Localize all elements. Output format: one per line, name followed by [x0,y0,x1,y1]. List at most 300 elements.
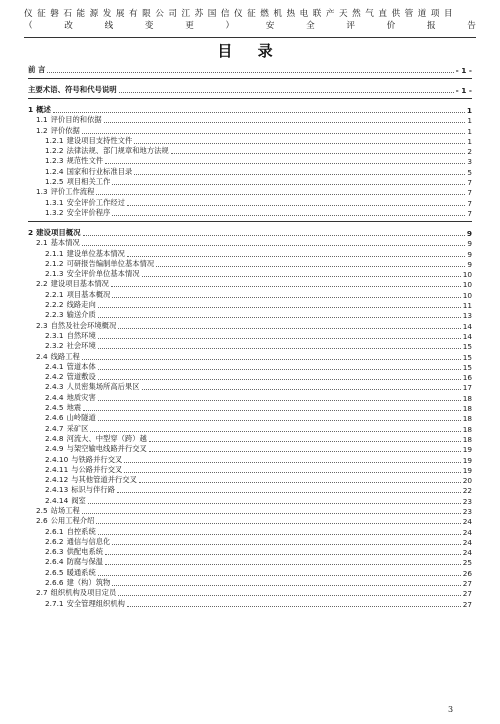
toc-entry-number: 1.2.2 [45,146,64,156]
toc-entry-title: 社会环境 [66,341,96,351]
toc-entry-title: 建设项目支持性文件 [66,135,133,145]
toc-entry-page: 16 [462,373,472,383]
toc-entry[interactable] [28,83,472,95]
toc-entry[interactable] [28,465,472,475]
toc-entry-page: 23 [462,506,472,516]
toc-entry[interactable] [28,331,472,341]
dot-leader [142,389,461,390]
toc-entry[interactable] [28,146,472,156]
header-char: 变 [144,21,154,31]
toc-entry-title: 人员密集场所高后果区 [66,382,140,392]
toc-entry-page: 7 [467,178,472,188]
toc-entry-title: 组织机构及项目定员 [50,588,117,598]
dot-leader [98,534,461,535]
dot-leader [82,359,461,360]
toc-entry-label [28,227,81,238]
toc-entry-number: 1.2.5 [45,177,64,187]
toc-entry[interactable] [28,382,472,392]
toc-entry-title: 与铁路并行交叉 [71,454,123,464]
toc-entry-number: 2.6 [36,516,48,526]
toc-entry-page: 27 [462,589,472,599]
toc-entry-title: 山岭隧道 [66,413,96,423]
toc-entry-label [45,177,110,187]
toc-entry-page: 18 [462,414,472,424]
toc-entry[interactable] [28,197,472,207]
toc-entry-number: 2.4.8 [45,433,64,443]
toc-entry[interactable] [28,547,472,557]
toc-entry[interactable] [28,485,472,495]
toc-entry[interactable] [28,259,472,269]
toc-entry-label [45,434,147,444]
toc-entry-title: 阀室 [71,495,86,505]
dot-leader [105,163,465,164]
toc-entry-page: 1 [467,116,472,126]
dot-leader [96,523,460,524]
toc-entry-number: 2.4.14 [45,495,69,505]
toc-entry[interactable] [28,289,472,299]
toc-entry[interactable] [28,578,472,588]
toc-entry-title: 管道本体 [66,361,96,371]
toc-entry-title: 河流大、中型穿（跨）越 [66,433,147,443]
toc-entry[interactable] [28,115,472,125]
dot-leader [117,492,461,493]
toc-entry-number: 2.4.3 [45,382,64,392]
toc-entry-title: 自控系统 [66,526,96,536]
dot-leader [98,400,461,401]
toc-entry-page: 18 [462,393,472,403]
header-project-name: 仪 征 磐 石 能 源 发 展 有 限 公 司 江 苏 国 信 仪 征 燃 机 热 电 联 产 天 然 气 直 供 管 道 项 目 [24,9,454,19]
toc-entry-title: 与架空输电线路并行交叉 [66,444,147,454]
toc-entry-title: 自然环境 [66,330,96,340]
toc-entry-number: 2.4.4 [45,392,64,402]
toc-entry-label [45,413,96,423]
toc-entry-title: 评价工作流程 [50,187,95,197]
toc-entry-number: 2.2.3 [45,310,64,320]
dot-leader [124,462,460,463]
dot-leader [112,585,460,586]
toc-entry-page: 23 [462,496,472,506]
dot-leader [156,266,465,267]
dot-leader [142,276,461,277]
dot-leader [98,369,461,370]
toc-entry-label [45,146,169,156]
toc-entry[interactable] [28,557,472,567]
toc-entry-title: 地震 [66,403,82,413]
toc-entry[interactable] [28,516,472,526]
toc-entry-title: 管道敷设 [66,372,96,382]
toc-entry-title: 法律法规、部门规章和地方法规 [66,146,169,156]
toc-entry-number: 2.4 [36,351,48,361]
toc-entry-page: 9 [467,239,472,249]
toc-entry-label [28,64,45,75]
header-char: 改 [64,21,73,31]
header-char: 线 [104,21,114,31]
toc-entry[interactable] [28,156,472,166]
toc-entry-title: 线路走向 [66,300,96,310]
toc-entry-page: 18 [462,424,472,434]
toc-entry-title: 安全评价单位基本情况 [66,269,140,279]
toc-entry-page: 15 [462,362,472,372]
toc-entry-number: 2.7 [36,588,48,598]
dot-leader [112,184,465,185]
header-report-name [24,20,476,32]
header-char: 更 [185,21,194,31]
toc-entry-page: 7 [467,198,472,208]
toc-entry[interactable] [28,598,472,608]
toc-entry-page: 1 [467,136,472,146]
toc-entry-number: 2.4.2 [45,372,64,382]
toc-entry-title: 地质灾害 [66,392,96,402]
toc-entry-label [36,126,80,136]
dot-leader [171,153,466,154]
toc-entry-page: - 1 - [455,66,472,75]
toc-entry-title: 站场工程 [50,505,80,515]
toc-entry-title: 国家和行业标准目录 [66,166,133,176]
dot-leader [98,317,461,318]
toc-entry-title: 评价目的和依据 [50,115,102,125]
toc-entry-label [45,156,103,166]
toc-entry-number: 2.1.1 [45,248,64,258]
toc-entry-label [45,310,96,320]
toc-entry-label [45,372,96,382]
dot-leader [118,328,460,329]
toc-entry[interactable] [28,588,472,598]
toc-entry[interactable] [28,269,472,279]
toc-entry-number: 2.6.5 [45,567,64,577]
toc-entry-label [45,485,115,495]
toc-entry[interactable] [28,362,472,372]
toc-entry-label [45,537,110,547]
dot-leader [134,143,465,144]
toc-entry[interactable] [28,320,472,330]
toc-entry-page: 9 [467,249,472,259]
toc-entry-title: 项目相关工作 [66,177,111,187]
toc-entry-title: 自然及社会环境概况 [50,320,117,330]
toc-entry-title: 可研报告编制单位基本情况 [66,258,155,268]
toc-entry[interactable] [28,103,472,115]
toc-entry-title: 安全评价工作经过 [66,197,125,207]
toc-entry[interactable] [28,423,472,433]
dot-leader [98,379,461,380]
toc-entry-page: 25 [462,558,472,568]
toc-entry-number: 2.4.11 [45,464,69,474]
chapter-divider [28,98,472,99]
dot-leader [90,431,460,432]
toc-entry-title: 与其他管道并行交叉 [71,475,137,485]
header-char: 安 [265,21,275,31]
toc-entry-label [36,321,116,331]
toc-entry-label [45,136,132,146]
toc-entry-title: 采矿区 [66,423,89,433]
toc-entry-label [45,167,132,177]
toc-entry-page: 24 [462,548,472,558]
toc-entry[interactable] [28,208,472,218]
toc-entry-number: 2.6.1 [45,526,64,536]
toc-entry-number: 2.4.1 [45,361,64,371]
header-char: 价 [386,21,396,31]
dot-leader [149,451,461,452]
toc-entry-number: 1.2.4 [45,166,64,176]
toc-entry-number: 2.2 [36,279,48,289]
toc-entry-title: 通信与信息化 [66,536,111,546]
toc-entry[interactable] [28,279,472,289]
toc-entry-label [45,496,86,506]
dot-leader [111,286,461,287]
toc-entry-number: 1.2.1 [45,135,64,145]
dot-leader [98,338,461,339]
toc-entry[interactable] [28,177,472,187]
toc-entry-label [36,506,80,516]
dot-leader [134,174,465,175]
toc-entry-page: 17 [462,383,472,393]
dot-leader [82,133,466,134]
toc-entry-title: 安全管理组织机构 [66,598,125,608]
toc-entry-label [45,208,110,218]
toc-entry-number: 2.2.2 [45,300,64,310]
header-char: （ [24,21,33,31]
toc-entry-label [45,290,110,300]
toc-entry-label [45,599,125,609]
toc-entry[interactable] [28,351,472,361]
toc-entry-number: 2.7.1 [45,598,64,608]
toc-entry-label [45,382,140,392]
toc-entry-label [45,331,96,341]
toc-entry-number: 2.4.12 [45,475,69,485]
toc-entry-label [45,527,96,537]
toc-entry-label [45,444,147,454]
toc-entry-label [45,259,154,269]
toc-entry[interactable] [28,63,472,75]
toc-title: 目 录 [217,42,283,60]
toc-entry[interactable] [28,403,472,413]
toc-entry-page: 24 [462,527,472,537]
toc-entry-title: 主要术语、符号和代号说明 [28,85,117,94]
toc-entry[interactable] [28,300,472,310]
document-header [24,8,476,32]
toc-entry-title: 供配电系统 [66,547,104,557]
toc-entry-label [36,352,80,362]
toc-entry-number: 1 [28,105,34,114]
toc-entry-number: 2.4.13 [45,485,69,495]
dot-leader [83,235,465,236]
toc-entry-number: 1.2.3 [45,156,64,166]
toc-entry-number: 2.3.2 [45,341,64,351]
toc-entry-number: 2 [28,227,34,237]
header-char: 报 [426,21,436,31]
dot-leader [149,441,461,442]
dot-leader [96,194,465,195]
toc-entry-title: 基本情况 [50,238,80,248]
toc-entry-page: 5 [467,167,472,177]
header-char: 评 [346,21,355,31]
toc-entry-page: 18 [462,434,472,444]
dot-leader [82,513,461,514]
toc-entry-number: 2.4.7 [45,423,64,433]
toc-entry-label [36,115,102,125]
toc-entry-page: 9 [467,259,472,269]
toc-entry-title: 规范性文件 [66,156,104,166]
toc-entry-label [45,362,96,372]
toc-entry-label [28,104,51,115]
toc-entry-label [45,475,137,485]
toc-entry-number: 2.1.3 [45,269,64,279]
toc-entry-label [45,547,103,557]
dot-leader [88,503,461,504]
toc-entry-page: 24 [462,537,472,547]
toc-entry-number: 1.1 [36,115,48,125]
toc-entry-title: 标识与伴行路 [71,485,115,495]
toc-entry-label [28,84,117,95]
toc-entry[interactable] [28,248,472,258]
dot-leader [83,410,461,411]
toc-entry-page: 18 [462,404,472,414]
header-char: 告 [467,21,476,31]
toc-entry-number: 2.5 [36,505,48,515]
toc-entry-number: 2.2.1 [45,289,64,299]
toc-entry[interactable] [28,526,472,536]
toc-entry-title: 与公路并行交叉 [71,464,123,474]
toc-entry[interactable] [28,454,472,464]
toc-entry-label [36,187,94,197]
dot-leader [105,554,461,555]
toc-entry[interactable] [28,341,472,351]
toc-entry-number: 2.6.4 [45,557,64,567]
toc-entry-page: 7 [467,188,472,198]
toc-entry[interactable] [28,310,472,320]
toc-entry-page: 19 [462,445,472,455]
toc-entry-number: 2.4.10 [45,454,69,464]
toc-entry[interactable] [28,226,472,238]
toc-entry-label [36,279,109,289]
dot-leader [127,256,465,257]
toc-entry-page: 19 [462,465,472,475]
header-divider [24,37,476,38]
toc-entry[interactable] [28,372,472,382]
toc-entry[interactable] [28,444,472,454]
toc-entry-title: 建（构）筑物 [66,578,111,588]
toc-entry-title: 建设项目基本情况 [50,279,109,289]
toc-entry[interactable] [28,125,472,135]
toc-entry-title: 线路工程 [50,351,80,361]
toc-entry-page: 24 [462,517,472,527]
toc-entry-page: 27 [462,579,472,589]
toc-entry-label [45,198,125,208]
toc-entry[interactable] [28,434,472,444]
toc-entry-page: 3 [467,157,472,167]
dot-leader [112,215,465,216]
toc-entry-number: 2.6.2 [45,536,64,546]
toc-entry[interactable] [28,537,472,547]
toc-entry[interactable] [28,567,472,577]
toc-entry-title: 概述 [36,105,51,114]
toc-entry-number: 2.6.3 [45,547,64,557]
toc-entry[interactable] [28,413,472,423]
toc-entry[interactable] [28,495,472,505]
toc-entry-page: 10 [462,280,472,290]
toc-entry-page: 9 [466,228,472,238]
toc-entry-title: 输送介质 [66,310,96,320]
dot-leader [98,575,461,576]
dot-leader [112,544,460,545]
toc-entry-page: - 1 - [455,86,472,95]
toc-entry-label [45,249,125,259]
dot-leader [139,482,461,483]
toc-entry[interactable] [28,166,472,176]
dot-leader [124,472,460,473]
toc-entry-title: 评价依据 [50,125,80,135]
toc-entry-number: 2.3 [36,320,48,330]
dot-leader [127,606,461,607]
toc-entry[interactable] [28,392,472,402]
toc-entry-page: 26 [462,568,472,578]
page-number: 3 [448,705,454,714]
dot-leader [112,297,460,298]
toc-entry[interactable] [28,136,472,146]
toc-entry-label [45,403,81,413]
header-char: ） [225,21,235,31]
dot-leader [82,245,466,246]
toc-entry-page: 2 [467,147,472,157]
toc-entry-label [45,300,96,310]
toc-entry[interactable] [28,506,472,516]
toc-entry-number: 2.3.1 [45,330,64,340]
toc-entry-page: 1 [467,126,472,136]
toc-entry-number: 2.4.9 [45,444,64,454]
dot-leader [105,564,461,565]
dot-leader [98,420,461,421]
toc-entry-page: 10 [462,270,472,280]
table-of-contents [28,63,472,609]
toc-entry-number: 1.2 [36,125,48,135]
toc-entry-label [36,516,94,526]
toc-entry-page: 14 [462,321,472,331]
toc-entry[interactable] [28,475,472,485]
dot-leader [119,92,454,93]
toc-entry[interactable] [28,187,472,197]
toc-entry-label [45,341,96,351]
toc-entry-title: 前 言 [28,65,46,74]
toc-entry-number: 1.3 [36,187,48,197]
toc-entry-title: 建设项目概况 [36,227,81,237]
toc-entry-title: 防腐与保温 [66,557,104,567]
toc-entry-number: 2.4.5 [45,403,64,413]
dot-leader [104,122,466,123]
toc-entry-title: 安全评价程序 [66,207,111,217]
toc-entry[interactable] [28,238,472,248]
toc-entry-label [45,568,96,578]
toc-entry-label [45,465,122,475]
toc-entry-label [45,557,103,567]
toc-entry-page: 22 [462,486,472,496]
toc-entry-label [45,424,88,434]
toc-entry-title: 项目基本概况 [66,289,111,299]
toc-entry-title: 建设单位基本情况 [66,248,125,258]
toc-entry-title: 公用工程介绍 [50,516,95,526]
toc-entry-title: 暖通系统 [66,567,96,577]
toc-entry-label [45,393,96,403]
toc-entry-page: 19 [462,455,472,465]
section-divider [28,78,472,79]
toc-entry-label [45,455,122,465]
header-char: 全 [306,21,315,31]
toc-entry-label [45,578,110,588]
dot-leader [118,595,460,596]
toc-entry-page: 20 [462,476,472,486]
toc-entry-page: 14 [462,331,472,341]
toc-entry-number: 2.1 [36,238,48,248]
toc-entry-label [36,238,80,248]
toc-entry-number: 2.1.2 [45,258,64,268]
